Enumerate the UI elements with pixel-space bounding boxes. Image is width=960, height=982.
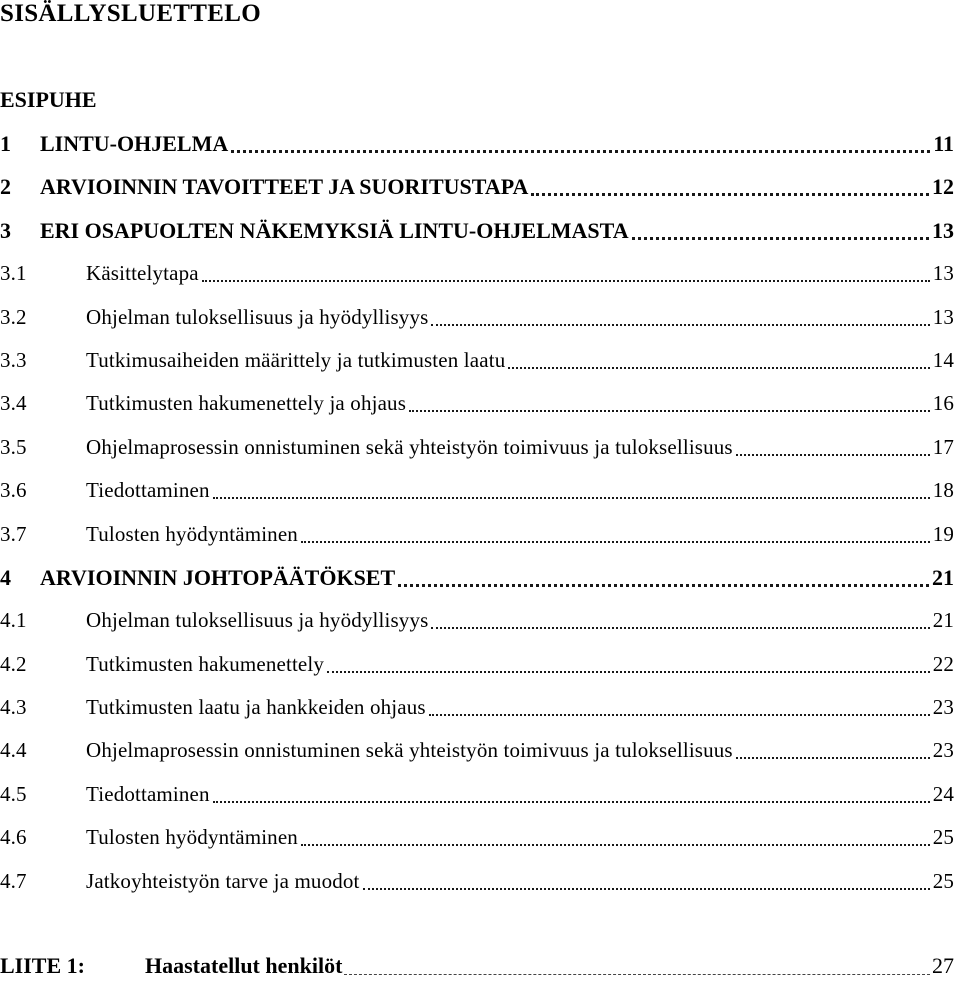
toc-entry-label: Jatkoyhteistyön tarve ja muodot bbox=[86, 868, 360, 893]
dot-leader bbox=[632, 215, 929, 240]
toc-entry-page-number: 19 bbox=[932, 521, 954, 546]
dot-leader bbox=[431, 605, 929, 629]
dot-leader bbox=[231, 128, 930, 153]
toc-entry-number: 3.2 bbox=[0, 304, 27, 329]
toc-entry-label: Ohjelmaprosessin onnistuminen sekä yhteistyön toimivuus ja tuloksellisuus bbox=[86, 738, 733, 763]
toc-section-entry[interactable] bbox=[0, 343, 954, 386]
dot-leader bbox=[409, 388, 930, 412]
toc-entry-label: LINTU-OHJELMA bbox=[40, 131, 229, 156]
toc-entry-label: Tutkimusaiheiden määrittely ja tutkimusten laatu bbox=[86, 347, 506, 372]
toc-entry-page-number: 13 bbox=[932, 261, 954, 286]
toc-section-entry[interactable] bbox=[0, 603, 954, 646]
toc-entry-label: Ohjelman tuloksellisuus ja hyödyllisyys bbox=[86, 608, 429, 633]
toc-section-entry[interactable] bbox=[0, 386, 954, 429]
toc-entry-label: ERI OSAPUOLTEN NÄKEMYKSIÄ LINTU-OHJELMASTA bbox=[40, 217, 629, 243]
toc-entry-label: ARVIOINNIN TAVOITTEET JA SUORITUSTAPA bbox=[40, 174, 529, 200]
toc-entry-page-number: 17 bbox=[932, 434, 954, 459]
toc-entry-number: 1 bbox=[0, 131, 11, 156]
toc-section-entry[interactable] bbox=[0, 777, 954, 820]
toc-entry-page-number: 14 bbox=[932, 347, 954, 372]
dot-leader bbox=[202, 258, 930, 282]
dot-leader bbox=[531, 171, 929, 196]
dot-leader bbox=[429, 692, 930, 716]
toc-chapter-entry[interactable] bbox=[0, 213, 954, 256]
dot-leader bbox=[327, 649, 930, 673]
toc-section-entry[interactable] bbox=[0, 690, 954, 733]
toc-entry-number: 3.6 bbox=[0, 478, 27, 503]
toc-entry-number: 3.1 bbox=[0, 261, 27, 286]
toc-section-entry[interactable] bbox=[0, 733, 954, 776]
toc-entry-number: 4.7 bbox=[0, 868, 27, 893]
toc-section-entry[interactable] bbox=[0, 256, 954, 299]
dot-leader bbox=[301, 822, 930, 846]
dot-leader bbox=[363, 866, 930, 890]
toc-entry-page-number: 12 bbox=[932, 174, 954, 200]
toc-entry-number: 4.1 bbox=[0, 608, 27, 633]
toc-entry-page-number: 25 bbox=[932, 868, 954, 893]
dot-leader bbox=[431, 302, 929, 326]
dot-leader bbox=[301, 519, 930, 543]
toc-chapter-entry[interactable] bbox=[0, 560, 954, 603]
toc-entry-page-number: 18 bbox=[932, 478, 954, 503]
toc-entry-page-number: 13 bbox=[932, 217, 954, 243]
toc-section-entry[interactable] bbox=[0, 647, 954, 690]
toc-entry-label: Ohjelmaprosessin onnistuminen sekä yhteistyön toimivuus ja tuloksellisuus bbox=[86, 434, 733, 459]
toc-chapter-entry[interactable] bbox=[0, 169, 954, 212]
dot-leader bbox=[398, 562, 929, 587]
toc-entry-page-number: 16 bbox=[932, 391, 954, 416]
toc-entry-page-number: 22 bbox=[932, 651, 954, 676]
toc-section-entry[interactable] bbox=[0, 430, 954, 473]
toc-entry-label: Käsittelytapa bbox=[86, 261, 199, 286]
toc-entry-page-number: 24 bbox=[932, 781, 954, 806]
toc-chapter-entry[interactable] bbox=[0, 126, 954, 169]
toc-list bbox=[0, 126, 954, 907]
toc-entry-number: 4.6 bbox=[0, 825, 27, 850]
toc-entry-number: 4 bbox=[0, 564, 11, 590]
toc-section-entry[interactable] bbox=[0, 517, 954, 560]
dot-leader bbox=[213, 475, 930, 499]
dot-leader bbox=[213, 779, 930, 803]
toc-entry-number: 3.3 bbox=[0, 347, 27, 372]
toc-entry-label: Tulosten hyödyntäminen bbox=[86, 825, 298, 850]
toc-section-entry[interactable] bbox=[0, 473, 954, 516]
toc-entry-number: 4.3 bbox=[0, 695, 27, 720]
toc-entry-number: 4.2 bbox=[0, 651, 27, 676]
toc-entry-page-number: 13 bbox=[932, 304, 954, 329]
toc-entry-number: 4.4 bbox=[0, 738, 27, 763]
toc-entry-label: Tutkimusten laatu ja hankkeiden ohjaus bbox=[86, 695, 426, 720]
toc-entry-number: 3.4 bbox=[0, 391, 27, 416]
appendix-number: LIITE 1: bbox=[0, 953, 85, 978]
toc-entry-page-number: 25 bbox=[932, 825, 954, 850]
toc-entry-number: 2 bbox=[0, 174, 11, 200]
appendix-label: Haastatellut henkilöt bbox=[145, 953, 343, 978]
toc-section-entry[interactable] bbox=[0, 864, 954, 907]
toc-entry-label: Tutkimusten hakumenettely bbox=[86, 651, 325, 676]
toc-entry-page-number: 21 bbox=[932, 608, 954, 633]
toc-entry-label: Tutkimusten hakumenettely ja ohjaus bbox=[86, 391, 407, 416]
toc-entry-page-number: 23 bbox=[932, 695, 954, 720]
toc-entry-number: 4.5 bbox=[0, 781, 27, 806]
dot-leader bbox=[344, 952, 930, 975]
dot-leader bbox=[736, 735, 930, 759]
toc-entry-number: 3.7 bbox=[0, 521, 27, 546]
dot-leader bbox=[508, 345, 929, 369]
toc-entry-number: 3 bbox=[0, 217, 11, 243]
toc-entry-page-number: 23 bbox=[932, 738, 954, 763]
toc-entry-label: Tulosten hyödyntäminen bbox=[86, 521, 298, 546]
page-title: SISÄLLYSLUETTELO bbox=[0, 0, 261, 27]
toc-preface-entry[interactable]: ESIPUHE bbox=[0, 87, 97, 112]
toc-entry-label: Ohjelman tuloksellisuus ja hyödyllisyys bbox=[86, 304, 429, 329]
toc-entry-number: 3.5 bbox=[0, 434, 27, 459]
toc-entry-label: Tiedottaminen bbox=[86, 478, 210, 503]
appendix-page-number: 27 bbox=[932, 953, 954, 978]
toc-entry-label: ARVIOINNIN JOHTOPÄÄTÖKSET bbox=[40, 564, 396, 590]
toc-section-entry[interactable] bbox=[0, 300, 954, 343]
toc-entry-label: Tiedottaminen bbox=[86, 781, 210, 806]
dot-leader bbox=[736, 432, 930, 456]
toc-entry-page-number: 11 bbox=[933, 131, 954, 156]
toc-appendix-entry[interactable] bbox=[0, 950, 954, 982]
toc-section-entry[interactable] bbox=[0, 820, 954, 863]
toc-entry-page-number: 21 bbox=[932, 564, 954, 590]
